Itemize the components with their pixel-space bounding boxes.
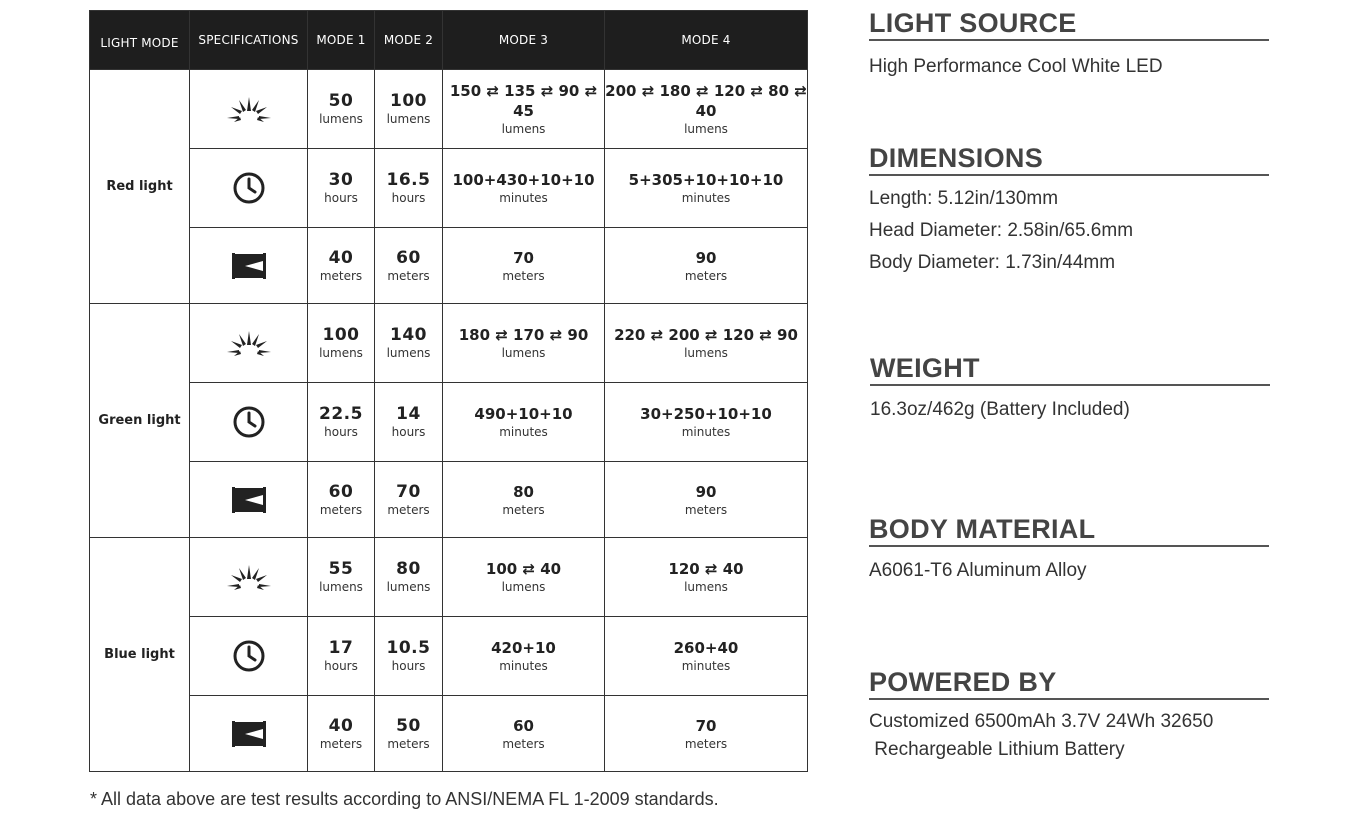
clock-icon: [232, 639, 266, 673]
light-mode-label: Red light: [90, 70, 190, 304]
spec-value: 50: [328, 91, 354, 111]
mode-2-cell: [375, 538, 443, 617]
spec-value: 14: [396, 404, 421, 424]
beam-distance-icon: [231, 486, 267, 514]
table-row: [90, 696, 808, 772]
powered-by-section: [869, 667, 1269, 764]
light-source-section: [869, 8, 1269, 83]
table-row: [90, 149, 808, 228]
weight-section: [870, 353, 1270, 426]
mode-2-cell: [375, 696, 443, 772]
spec-unit: meters: [684, 268, 728, 283]
mode-4-cell: [605, 383, 808, 462]
spec-value: 100+430+10+10: [452, 171, 595, 189]
mode-2-cell: [375, 228, 443, 304]
spec-icon-cell: [190, 228, 308, 304]
spec-unit: hours: [324, 425, 358, 439]
spec-unit: meters: [502, 268, 545, 283]
body-material-section: [869, 514, 1269, 587]
spec-unit: meters: [684, 502, 728, 517]
spec-value: 10.5: [386, 638, 431, 658]
powered-by-line-1: Customized 6500mAh 3.7V 24Wh 32650: [869, 711, 1214, 732]
mode-1-cell: [308, 149, 375, 228]
spec-value: 40: [328, 715, 354, 736]
spec-value: 100 ⇄ 40: [485, 560, 562, 578]
spec-value: 60: [513, 716, 534, 735]
spec-unit: lumens: [684, 122, 728, 136]
table-row: [90, 228, 808, 304]
mode-1-cell: [308, 304, 375, 383]
mode-1-cell: [308, 228, 375, 304]
weight-heading: WEIGHT: [870, 353, 1270, 386]
spec-unit: hours: [391, 191, 426, 205]
spec-unit: meters: [387, 268, 430, 283]
beam-distance-icon: [231, 720, 267, 748]
spec-unit: lumens: [386, 112, 431, 126]
mode-1-cell: [308, 538, 375, 617]
spec-value: 70: [695, 716, 717, 735]
mode-3-cell: [443, 462, 605, 538]
clock-icon: [232, 171, 266, 205]
spec-value: 5+305+10+10+10: [628, 171, 784, 189]
dimensions-section: [869, 143, 1269, 279]
spec-value: 100: [322, 325, 360, 345]
table-row: [90, 304, 808, 383]
spec-unit: hours: [324, 191, 358, 205]
dimensions-heading: DIMENSIONS: [869, 143, 1269, 176]
spec-unit: meters: [502, 502, 545, 517]
header-light-mode: LIGHT MODE: [90, 11, 190, 70]
spec-unit: meters: [684, 736, 728, 751]
spec-unit: minutes: [681, 425, 731, 439]
spec-icon-cell: [190, 70, 308, 149]
spec-value: 260+40: [673, 639, 739, 657]
mode-1-cell: [308, 696, 375, 772]
light-source-line: High Performance Cool White LED: [869, 56, 1163, 77]
mode-1-cell: [308, 70, 375, 149]
spec-icon-cell: [190, 149, 308, 228]
spec-value: 70: [513, 248, 534, 267]
beam-distance-icon: [231, 252, 267, 280]
spec-unit: hours: [324, 659, 358, 673]
mode-3-cell: [443, 696, 605, 772]
table-row: [90, 538, 808, 617]
spec-value: 60: [396, 247, 421, 268]
powered-by-heading: POWERED BY: [869, 667, 1269, 700]
spec-icon-cell: [190, 617, 308, 696]
spec-unit: lumens: [319, 580, 363, 594]
spec-table: [89, 10, 808, 772]
spec-value: 50: [396, 715, 421, 736]
powered-by-line-2: Rechargeable Lithium Battery: [869, 739, 1125, 760]
light-mode-label: Green light: [90, 304, 190, 538]
body-material-heading: BODY MATERIAL: [869, 514, 1269, 547]
spec-value: 200 ⇄ 180 ⇄ 120 ⇄ 80 ⇄ 40: [605, 82, 807, 120]
spec-icon-cell: [190, 304, 308, 383]
mode-4-cell: [605, 696, 808, 772]
spec-unit: minutes: [681, 191, 731, 205]
spec-value: 90: [695, 248, 717, 267]
spec-icon-cell: [190, 538, 308, 617]
mode-2-cell: [375, 383, 443, 462]
spec-unit: minutes: [499, 425, 548, 439]
header-mode-1: MODE 1: [308, 11, 375, 70]
mode-3-cell: [443, 617, 605, 696]
dimensions-head-diameter: Head Diameter: 2.58in/65.6mm: [869, 220, 1134, 241]
spec-unit: lumens: [319, 346, 363, 360]
spec-value: 22.5: [319, 404, 363, 424]
spec-unit: lumens: [684, 580, 728, 594]
spec-value: 180 ⇄ 170 ⇄ 90: [458, 326, 589, 344]
dimensions-body-diameter: Body Diameter: 1.73in/44mm: [869, 252, 1116, 273]
mode-3-cell: [443, 304, 605, 383]
table-row: [90, 462, 808, 538]
spec-value: 30: [328, 170, 354, 190]
mode-4-cell: [605, 70, 808, 149]
mode-4-cell: [605, 228, 808, 304]
spec-icon-cell: [190, 696, 308, 772]
spec-unit: lumens: [319, 112, 363, 126]
mode-4-cell: [605, 304, 808, 383]
spec-value: 80: [396, 559, 421, 579]
spec-value: 150 ⇄ 135 ⇄ 90 ⇄ 45: [449, 82, 598, 120]
spec-value: 30+250+10+10: [640, 405, 772, 423]
spec-unit: meters: [319, 502, 363, 517]
spec-unit: lumens: [386, 580, 431, 594]
table-row: [90, 70, 808, 149]
spec-unit: meters: [319, 268, 363, 283]
spec-icon-cell: [190, 383, 308, 462]
mode-1-cell: [308, 383, 375, 462]
spec-unit: minutes: [499, 659, 548, 673]
spec-value: 90: [695, 482, 717, 501]
clock-icon: [232, 405, 266, 439]
spec-value: 55: [328, 559, 354, 579]
spec-unit: lumens: [501, 346, 546, 360]
light-source-heading: LIGHT SOURCE: [869, 8, 1269, 41]
dimensions-length: Length: 5.12in/130mm: [869, 188, 1059, 209]
header-specifications: SPECIFICATIONS: [190, 11, 308, 70]
spec-unit: hours: [391, 425, 426, 439]
mode-2-cell: [375, 149, 443, 228]
mode-4-cell: [605, 462, 808, 538]
mode-3-cell: [443, 228, 605, 304]
header-mode-2: MODE 2: [375, 11, 443, 70]
mode-2-cell: [375, 70, 443, 149]
spec-unit: hours: [391, 659, 426, 673]
spec-unit: meters: [319, 736, 363, 751]
table-row: [90, 617, 808, 696]
spec-value: 220 ⇄ 200 ⇄ 120 ⇄ 90: [614, 326, 798, 344]
spec-value: 420+10: [491, 639, 556, 657]
mode-3-cell: [443, 149, 605, 228]
light-mode-label: Blue light: [90, 538, 190, 772]
spec-value: 60: [328, 481, 354, 502]
header-mode-4: MODE 4: [605, 11, 808, 70]
mode-3-cell: [443, 70, 605, 149]
brightness-icon: [225, 329, 273, 357]
brightness-icon: [225, 95, 273, 123]
spec-unit: lumens: [386, 346, 431, 360]
mode-2-cell: [375, 304, 443, 383]
mode-4-cell: [605, 617, 808, 696]
mode-1-cell: [308, 617, 375, 696]
mode-3-cell: [443, 538, 605, 617]
spec-value: 120 ⇄ 40: [668, 560, 744, 578]
spec-unit: lumens: [501, 122, 546, 136]
mode-3-cell: [443, 383, 605, 462]
mode-2-cell: [375, 462, 443, 538]
spec-value: 140: [390, 325, 427, 345]
brightness-icon: [225, 563, 273, 591]
spec-value: 100: [390, 91, 427, 111]
table-row: [90, 383, 808, 462]
spec-value: 70: [396, 481, 421, 502]
table-header-row: [90, 11, 808, 70]
spec-unit: meters: [387, 736, 430, 751]
spec-unit: meters: [502, 736, 545, 751]
mode-4-cell: [605, 538, 808, 617]
spec-value: 490+10+10: [474, 405, 573, 423]
spec-unit: lumens: [501, 580, 546, 594]
spec-value: 80: [513, 482, 534, 501]
spec-value: 17: [328, 638, 354, 658]
footnote: * All data above are test results according to ANSI/NEMA FL 1-2009 standards.: [90, 789, 719, 809]
mode-2-cell: [375, 617, 443, 696]
mode-1-cell: [308, 462, 375, 538]
spec-unit: lumens: [684, 346, 728, 360]
spec-icon-cell: [190, 462, 308, 538]
header-mode-3: MODE 3: [443, 11, 605, 70]
spec-value: 16.5: [386, 170, 431, 190]
spec-unit: minutes: [681, 659, 731, 673]
spec-unit: minutes: [499, 191, 548, 205]
mode-4-cell: [605, 149, 808, 228]
spec-unit: meters: [387, 502, 430, 517]
spec-value: 40: [328, 247, 354, 268]
weight-line: 16.3oz/462g (Battery Included): [870, 399, 1130, 420]
body-material-line: A6061-T6 Aluminum Alloy: [869, 560, 1087, 581]
